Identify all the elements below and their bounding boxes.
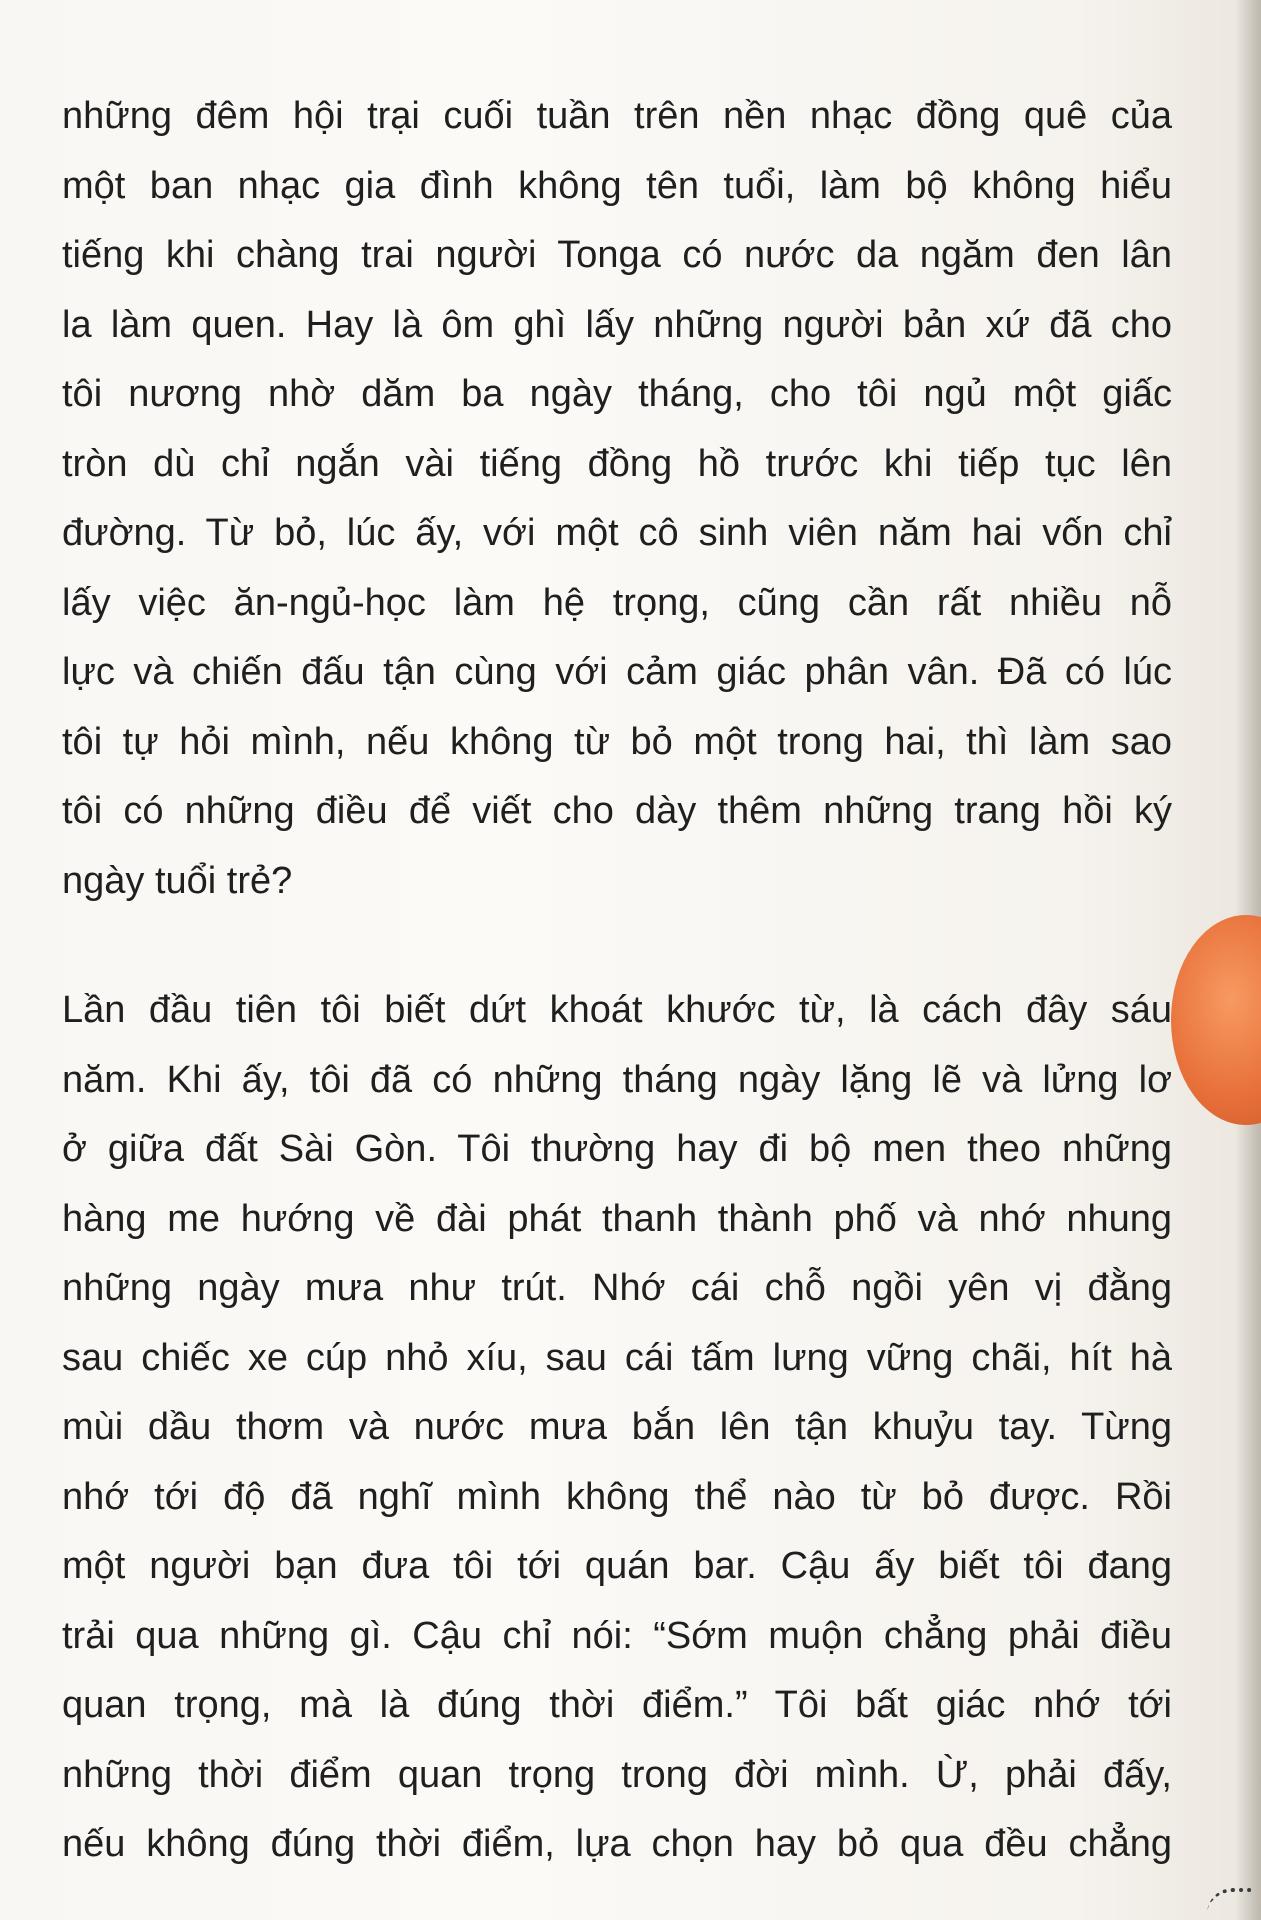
text-line: la làm quen. Hay là ôm ghì lấy những người bản xứ đã cho	[62, 303, 1172, 346]
text-line: tròn dù chỉ ngắn vài tiếng đồng hồ trước khi tiếp tục lên	[62, 442, 1172, 485]
text-line: hàng me hướng về đài phát thanh thành phố và nhớ nhung	[62, 1197, 1172, 1240]
text-line: một người bạn đưa tôi tới quán bar. Cậu ấy biết tôi đang	[62, 1545, 1172, 1587]
text-line: đường. Từ bỏ, lúc ấy, với một cô sinh viên năm hai vốn chỉ	[62, 512, 1172, 554]
text-line: những đêm hội trại cuối tuần trên nền nhạc đồng quê của	[62, 95, 1172, 137]
text-line: những ngày mưa như trút. Nhớ cái chỗ ngồi yên vị đằng	[62, 1267, 1172, 1309]
body-text	[62, 82, 1172, 1880]
text-line: một ban nhạc gia đình không tên tuổi, làm bộ không hiểu	[62, 164, 1172, 207]
text-line: tôi tự hỏi mình, nếu không từ bỏ một trong hai, thì làm sao	[62, 720, 1172, 763]
text-line: lấy việc ăn-ngủ-học làm hệ trọng, cũng cần rất nhiều nỗ	[62, 581, 1172, 624]
text-line: sau chiếc xe cúp nhỏ xíu, sau cái tấm lưng vững chãi, hít hà	[62, 1336, 1172, 1379]
thumb-on-page	[1171, 915, 1261, 1125]
text-line: tiếng khi chàng trai người Tonga có nước da ngăm đen lân	[62, 234, 1172, 276]
paragraph-2	[62, 976, 1172, 1880]
text-line: năm. Khi ấy, tôi đã có những tháng ngày lặng lẽ và lửng lơ	[62, 1058, 1172, 1101]
page-corner-ornament	[1207, 1888, 1253, 1914]
paragraph-1	[62, 82, 1172, 916]
text-line: Lần đầu tiên tôi biết dứt khoát khước từ, là cách đây sáu	[62, 989, 1172, 1031]
text-line: trải qua những gì. Cậu chỉ nói: “Sớm muộn chẳng phải điều	[62, 1614, 1172, 1657]
text-line: tôi nương nhờ dăm ba ngày tháng, cho tôi ngủ một giấc	[62, 373, 1172, 415]
text-line: những thời điểm quan trọng trong đời mình. Ừ, phải đấy,	[62, 1753, 1172, 1796]
text-line: mùi dầu thơm và nước mưa bắn lên tận khuỷu tay. Từng	[62, 1406, 1172, 1448]
text-line: nhớ tới độ đã nghĩ mình không thể nào từ bỏ được. Rồi	[62, 1475, 1172, 1518]
text-line: quan trọng, mà là đúng thời điểm.” Tôi bất giác nhớ tới	[62, 1684, 1172, 1726]
text-line: nếu không đúng thời điểm, lựa chọn hay bỏ qua đều chẳng	[62, 1823, 1172, 1865]
text-line: lực và chiến đấu tận cùng với cảm giác phân vân. Đã có lúc	[62, 651, 1172, 693]
text-line: ngày tuổi trẻ?	[62, 859, 293, 902]
text-line: tôi có những điều để viết cho dày thêm những trang hồi ký	[62, 790, 1172, 832]
text-line: ở giữa đất Sài Gòn. Tôi thường hay đi bộ men theo những	[62, 1128, 1172, 1170]
